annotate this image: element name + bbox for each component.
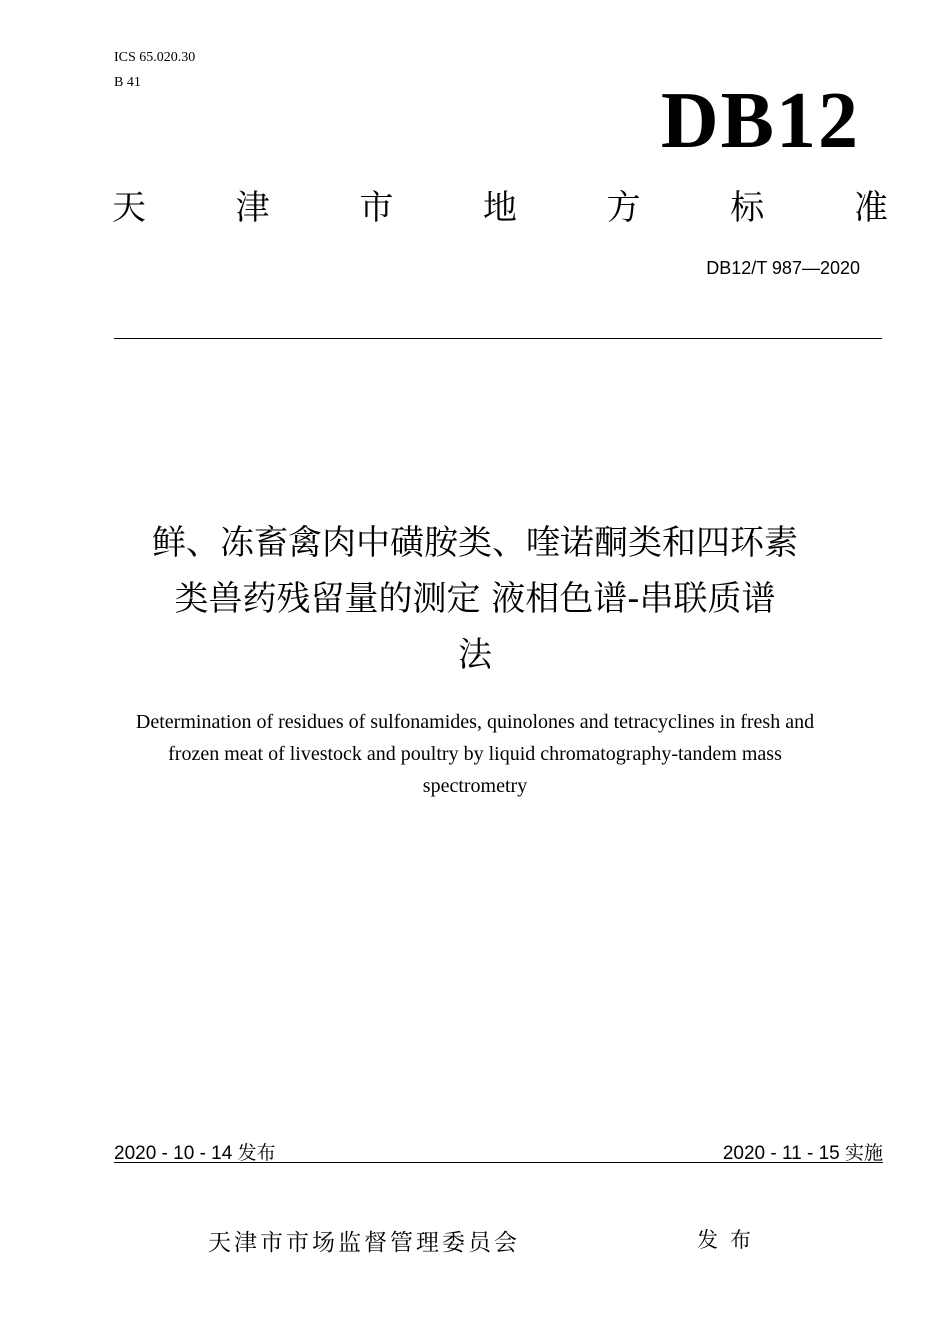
- bottom-divider: [114, 1162, 883, 1163]
- chinese-title-line: 类兽药残留量的测定 液相色谱-串联质谱: [174, 579, 776, 619]
- standard-type-char: 市: [359, 188, 394, 228]
- issuing-authority: 天津市市场监督管理委员会: [208, 1230, 520, 1256]
- ics-code: ICS 65.020.30: [114, 50, 196, 65]
- chinese-title-line: 鲜、冻畜禽肉中磺胺类、喹诺酮类和四环素: [152, 523, 798, 563]
- publish-date: 2020 - 10 - 14 发布: [114, 1143, 276, 1164]
- english-title-line: Determination of residues of sulfonamides, quinolones and tetracyclines in fresh and: [135, 711, 815, 733]
- standard-type-char: 地: [482, 188, 517, 228]
- standard-type-char: 准: [853, 188, 888, 228]
- standard-type-title: [112, 186, 888, 230]
- chinese-title: [60, 515, 890, 683]
- english-title-line: spectrometry: [422, 775, 528, 797]
- issue-label: 发布: [697, 1228, 763, 1252]
- english-title: [90, 706, 860, 802]
- ccs-code: B 41: [114, 75, 141, 90]
- implementation-date: 2020 - 11 - 15 实施: [722, 1143, 883, 1164]
- standard-number: DB12/T 987—2020: [706, 258, 860, 278]
- db12-logo: DB12: [660, 77, 860, 165]
- top-divider: [114, 338, 882, 339]
- standard-type-char: 方: [606, 188, 641, 228]
- english-title-line: frozen meat of livestock and poultry by liquid chromatography-tandem mass: [168, 743, 782, 765]
- chinese-title-line: 法: [458, 635, 492, 675]
- standard-type-char: 标: [730, 188, 765, 228]
- standard-type-char: 津: [235, 188, 270, 228]
- standard-type-char: 天: [112, 188, 146, 228]
